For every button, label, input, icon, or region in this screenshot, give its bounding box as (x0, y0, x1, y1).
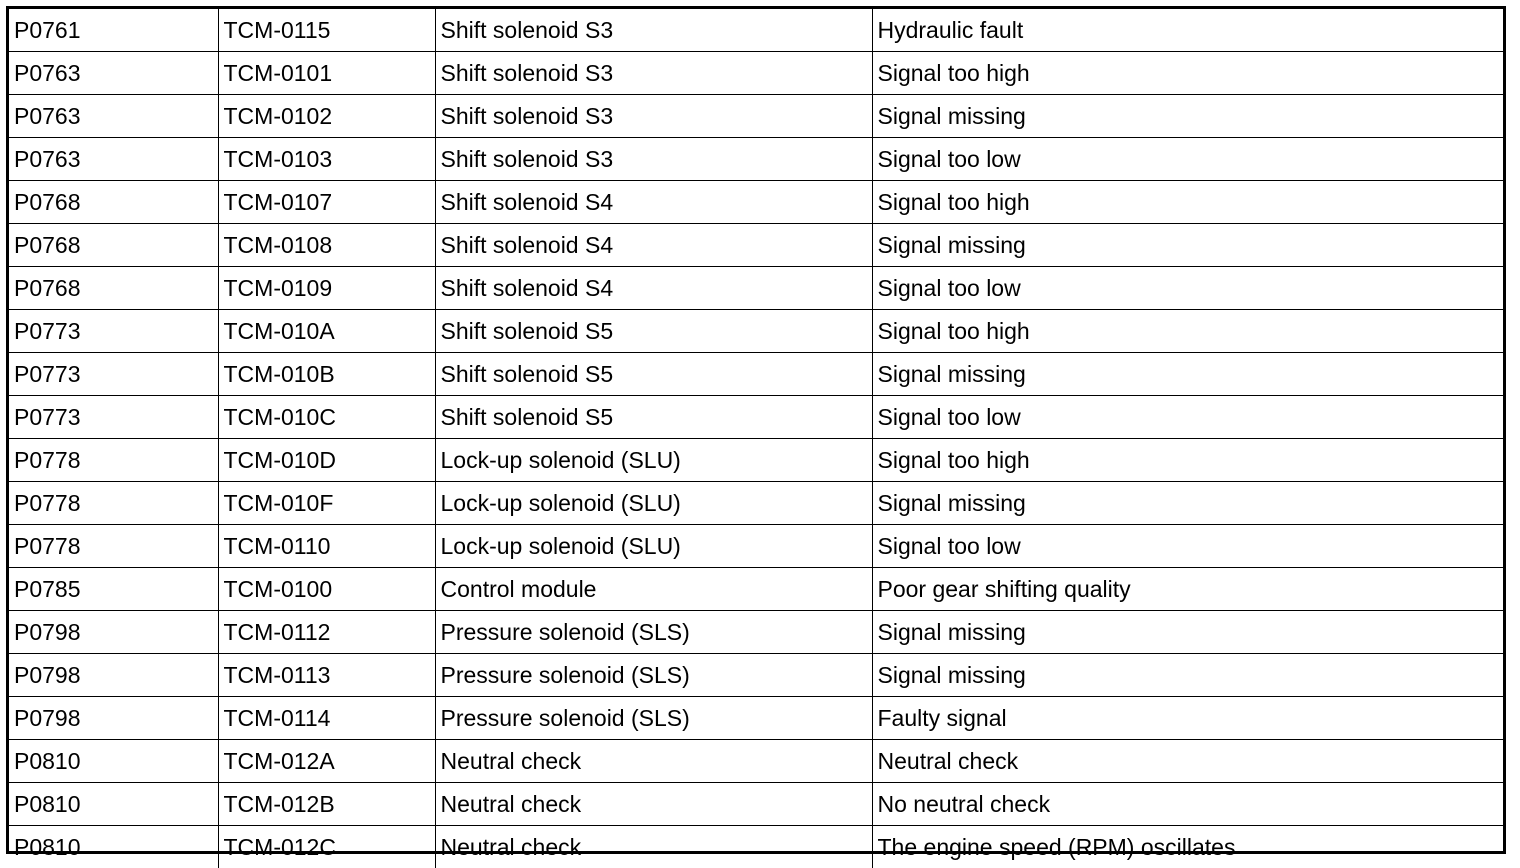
table-row (9, 95, 1503, 138)
fault-description-cell: Signal missing (872, 224, 1503, 267)
component-cell: Lock-up solenoid (SLU) (435, 439, 872, 482)
fault-description-cell: Neutral check (872, 740, 1503, 783)
table-row (9, 267, 1503, 310)
dtc-code-cell: P0778 (9, 525, 218, 568)
fault-description-cell: Hydraulic fault (872, 9, 1503, 52)
dtc-code-cell: P0778 (9, 482, 218, 525)
table-row (9, 439, 1503, 482)
tcm-code-cell: TCM-010B (218, 353, 435, 396)
dtc-code-cell: P0761 (9, 9, 218, 52)
fault-description-cell: No neutral check (872, 783, 1503, 826)
dtc-code-cell: P0773 (9, 396, 218, 439)
dtc-code-cell: P0768 (9, 267, 218, 310)
table-row (9, 654, 1503, 697)
tcm-code-cell: TCM-0110 (218, 525, 435, 568)
table-row (9, 611, 1503, 654)
table-row (9, 9, 1503, 52)
fault-description-cell: Signal missing (872, 611, 1503, 654)
tcm-code-cell: TCM-0103 (218, 138, 435, 181)
tcm-code-cell: TCM-0102 (218, 95, 435, 138)
dtc-code-cell: P0773 (9, 310, 218, 353)
table-row (9, 697, 1503, 740)
tcm-code-cell: TCM-0112 (218, 611, 435, 654)
tcm-code-cell: TCM-012B (218, 783, 435, 826)
component-cell: Shift solenoid S4 (435, 267, 872, 310)
table-row (9, 181, 1503, 224)
table-row (9, 568, 1503, 611)
component-cell: Shift solenoid S5 (435, 353, 872, 396)
component-cell: Neutral check (435, 740, 872, 783)
tcm-code-cell: TCM-010A (218, 310, 435, 353)
table-row (9, 740, 1503, 783)
fault-description-cell: Signal too low (872, 525, 1503, 568)
component-cell: Pressure solenoid (SLS) (435, 611, 872, 654)
table-row (9, 353, 1503, 396)
dtc-code-cell: P0798 (9, 654, 218, 697)
tcm-code-cell: TCM-0115 (218, 9, 435, 52)
tcm-code-cell: TCM-012A (218, 740, 435, 783)
dtc-code-cell: P0798 (9, 697, 218, 740)
dtc-code-cell: P0810 (9, 740, 218, 783)
dtc-code-cell: P0763 (9, 138, 218, 181)
fault-description-cell: Signal missing (872, 482, 1503, 525)
component-cell: Neutral check (435, 783, 872, 826)
fault-code-table-body (9, 9, 1503, 868)
table-row (9, 482, 1503, 525)
component-cell: Shift solenoid S3 (435, 138, 872, 181)
component-cell: Lock-up solenoid (SLU) (435, 525, 872, 568)
tcm-code-cell: TCM-0113 (218, 654, 435, 697)
component-cell: Shift solenoid S3 (435, 9, 872, 52)
tcm-code-cell: TCM-0101 (218, 52, 435, 95)
fault-description-cell: Signal too high (872, 181, 1503, 224)
tcm-code-cell: TCM-0109 (218, 267, 435, 310)
component-cell: Shift solenoid S4 (435, 181, 872, 224)
dtc-code-cell: P0763 (9, 95, 218, 138)
fault-description-cell: Signal missing (872, 353, 1503, 396)
dtc-code-cell: P0798 (9, 611, 218, 654)
tcm-code-cell: TCM-010F (218, 482, 435, 525)
fault-description-cell: Faulty signal (872, 697, 1503, 740)
table-row (9, 138, 1503, 181)
dtc-code-cell: P0810 (9, 826, 218, 868)
table-row (9, 224, 1503, 267)
component-cell: Shift solenoid S3 (435, 95, 872, 138)
tcm-code-cell: TCM-010D (218, 439, 435, 482)
fault-description-cell: Poor gear shifting quality (872, 568, 1503, 611)
fault-description-cell: Signal too low (872, 396, 1503, 439)
table-row (9, 826, 1503, 868)
table-row (9, 52, 1503, 95)
table-row (9, 310, 1503, 353)
tcm-code-cell: TCM-0114 (218, 697, 435, 740)
component-cell: Lock-up solenoid (SLU) (435, 482, 872, 525)
component-cell: Neutral check (435, 826, 872, 868)
dtc-code-cell: P0773 (9, 353, 218, 396)
component-cell: Shift solenoid S5 (435, 310, 872, 353)
fault-description-cell: Signal too low (872, 267, 1503, 310)
fault-description-cell: Signal too high (872, 310, 1503, 353)
tcm-code-cell: TCM-0107 (218, 181, 435, 224)
tcm-code-cell: TCM-0108 (218, 224, 435, 267)
component-cell: Shift solenoid S5 (435, 396, 872, 439)
fault-description-cell: Signal too high (872, 52, 1503, 95)
tcm-code-cell: TCM-012C (218, 826, 435, 868)
dtc-code-cell: P0810 (9, 783, 218, 826)
component-cell: Shift solenoid S3 (435, 52, 872, 95)
fault-description-cell: Signal too high (872, 439, 1503, 482)
dtc-code-cell: P0785 (9, 568, 218, 611)
fault-code-table (9, 9, 1503, 868)
component-cell: Shift solenoid S4 (435, 224, 872, 267)
dtc-code-cell: P0778 (9, 439, 218, 482)
dtc-code-cell: P0768 (9, 181, 218, 224)
tcm-code-cell: TCM-0100 (218, 568, 435, 611)
fault-description-cell: Signal missing (872, 654, 1503, 697)
fault-code-table-frame (6, 6, 1506, 854)
fault-description-cell: The engine speed (RPM) oscillates (872, 826, 1503, 868)
fault-description-cell: Signal too low (872, 138, 1503, 181)
component-cell: Pressure solenoid (SLS) (435, 654, 872, 697)
component-cell: Control module (435, 568, 872, 611)
table-row (9, 396, 1503, 439)
component-cell: Pressure solenoid (SLS) (435, 697, 872, 740)
fault-description-cell: Signal missing (872, 95, 1503, 138)
dtc-code-cell: P0763 (9, 52, 218, 95)
tcm-code-cell: TCM-010C (218, 396, 435, 439)
dtc-code-cell: P0768 (9, 224, 218, 267)
table-row (9, 783, 1503, 826)
table-row (9, 525, 1503, 568)
